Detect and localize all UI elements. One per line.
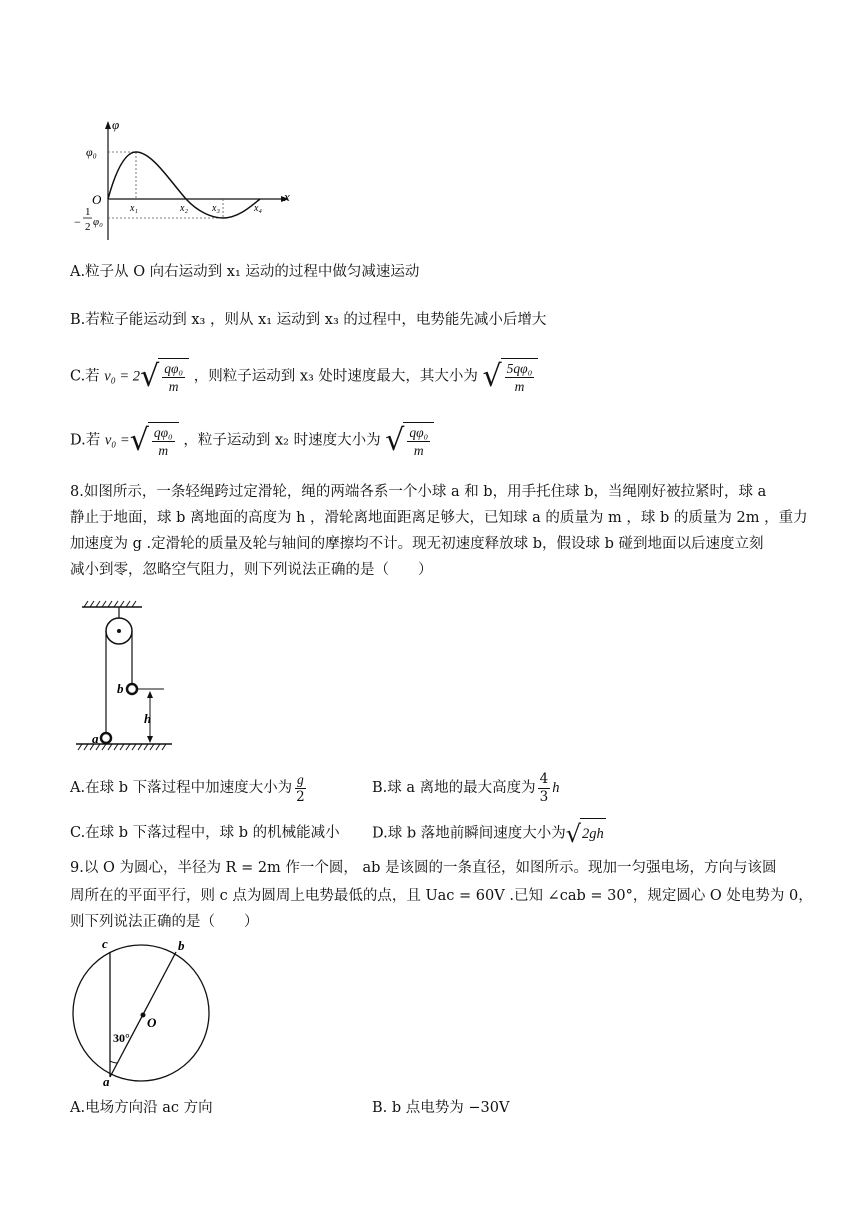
q8-d-rad: 2gh	[580, 818, 606, 849]
point-o-label: O	[147, 1015, 157, 1030]
q8-stem-line1: 8.如图所示，一条轻绳跨过定滑轮，绳的两端各系一个小球 a 和 b，用手托住球 b，当绳刚好被拉紧时，球 a	[70, 484, 767, 500]
q7-c-sqrt2-num: 5qφ₀	[506, 360, 533, 376]
q7-d-v0: v₀ =	[104, 432, 130, 449]
q8-b-num: 4	[539, 770, 549, 787]
q7-option-a: A.粒子从 O 向右运动到 x₁ 运动的过程中做匀减速运动	[70, 264, 420, 280]
q8-option-d	[372, 818, 606, 849]
q8-stem-line3: 加速度为 g .定滑轮的质量及轮与轴间的摩擦均不计。现无初速度释放球 b，假设球 b 碰到地面以后速度立刻	[70, 536, 764, 552]
q7-option-d	[70, 422, 434, 459]
neg-phi0-label: φ₀	[93, 216, 103, 228]
angle-label: 30°	[113, 1031, 130, 1045]
q7-d-sqrt1: √ $\frac{\text{qφ₀}}{m}$	[130, 422, 179, 459]
ball-a-label: a	[92, 731, 99, 746]
q7-c-sqrt1-den: m	[168, 378, 179, 394]
q8-a-prefix: A.在球 b 下落过程中加速度大小为	[70, 780, 293, 796]
q7-c-sqrt1: √ $\frac{\text{qφ₀}}{m}$	[140, 358, 189, 395]
q7-d-prefix: D.若	[70, 432, 101, 449]
q7-c-sqrt1-num: qφ₀	[164, 360, 184, 376]
q7-c-sqrt2-den: m	[514, 378, 525, 394]
ball-b-label: b	[117, 681, 124, 696]
half-den: 2	[85, 221, 91, 233]
q8-stem-line4: 减小到零，忽略空气阻力，则下列说法正确的是（ ）	[70, 562, 433, 578]
q9-stem-line1: 9.以 O 为圆心，半径为 R = 2m 作一个圆， ab 是该圆的一条直径，如图所示。现加一匀强电场，方向与该圆	[70, 860, 777, 876]
q8-b-den: 3	[539, 788, 549, 805]
q8-stem-line2: 静止于地面，球 b 离地面的高度为 h ，滑轮离地面距离足够大，已知球 a 的质量为 m ，球 b 的质量为 2m ，重力	[70, 510, 808, 526]
q8-b-prefix: B.球 a 离地的最大高度为	[372, 780, 536, 796]
q9-stem-line3: 则下列说法正确的是（ ）	[70, 914, 259, 930]
q9-option-b: B. b 点电势为 −30V	[372, 1100, 510, 1116]
q7-option-c	[70, 358, 538, 395]
tick-x4: x₄	[254, 203, 262, 214]
q7-c-sqrt2: √ $\frac{\text{5qφ₀}}{m}$	[483, 358, 539, 395]
q8-d-sqrt: √ 2gh	[565, 819, 604, 848]
q8-d-prefix: D.球 b 落地前瞬间速度大小为	[372, 825, 566, 842]
tick-x1: x₁	[130, 203, 138, 214]
q7-option-b: B.若粒子能运动到 x₃ ，则从 x₁ 运动到 x₃ 的过程中，电势能先减小后增大	[70, 312, 547, 328]
q8-option-a	[70, 770, 309, 806]
q8-a-num: g	[297, 771, 304, 787]
q7-c-v0: v₀ = 2	[104, 368, 141, 385]
q7-c-prefix: C.若	[70, 368, 100, 385]
q7-d-sqrt2: √ $\frac{\text{qφ₀}}{m}$	[385, 422, 434, 459]
q7-c-mid: ，则粒子运动到 x₃ 处时速度最大，其大小为	[193, 368, 478, 385]
q7-d-mid: ，粒子运动到 x₂ 时速度大小为	[183, 432, 381, 449]
q7-d-sqrt2-den: m	[413, 442, 424, 458]
point-b-label: b	[178, 938, 185, 953]
tick-x2: x₂	[180, 203, 188, 214]
q7-d-sqrt1-num: qφ₀	[153, 424, 173, 440]
point-c-label: c	[102, 938, 108, 951]
x-axis-label: x	[284, 189, 290, 204]
circle-diagram	[66, 938, 226, 1088]
tick-x3: x₃	[212, 203, 220, 214]
q8-b-h: h	[552, 780, 560, 796]
half-num: 1	[85, 206, 91, 218]
q8-option-c: C.在球 b 下落过程中，球 b 的机械能减小	[70, 825, 340, 841]
pulley-diagram	[72, 595, 182, 755]
neg-sign: −	[74, 215, 81, 229]
q8-option-b	[372, 770, 559, 806]
q9-stem-line2: 周所在的平面平行，则 c 点为圆周上电势最低的点，且 Uac = 60V .已知 ∠cab = 30°，规定圆心 O 处电势为 0，	[70, 888, 813, 904]
height-label: h	[144, 711, 152, 726]
origin-label: O	[92, 192, 102, 207]
phi0-label: φ₀	[86, 145, 97, 159]
phi-axis-label: φ	[112, 117, 120, 132]
potential-graph	[70, 115, 300, 250]
q8-a-den: 2	[296, 788, 305, 805]
q9-option-a: A.电场方向沿 ac 方向	[70, 1100, 213, 1116]
q7-d-sqrt2-num: qφ₀	[409, 424, 429, 440]
point-a-label: a	[103, 1074, 110, 1088]
q7-d-sqrt1-den: m	[158, 442, 169, 458]
